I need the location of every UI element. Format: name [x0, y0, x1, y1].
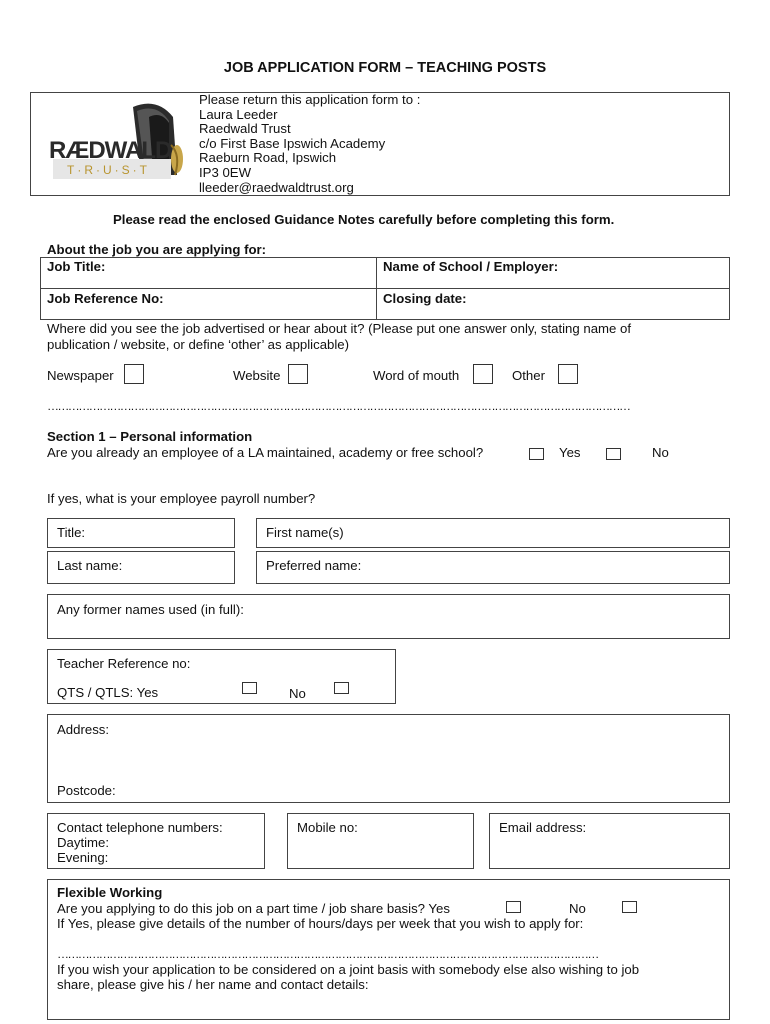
address-email: lleeder@raedwaldtrust.org — [199, 179, 354, 195]
employee-question: Are you already an employee of a LA maintained, academy or free school? — [47, 445, 484, 460]
first-name-label: First name(s) — [266, 525, 344, 540]
contact-numbers-text — [57, 820, 223, 865]
hours-dots: ………………………………………………………………………………………………………………………………………… — [57, 947, 598, 961]
last-name-label: Last name: — [57, 558, 123, 573]
advert-other-dots: …………………………………………………………………………………………………………………………………………………… — [47, 399, 630, 413]
advert-question: Where did you see the job advertised or hear about it? (Please put one answer only, stating name of — [47, 321, 632, 336]
raedwald-logo — [45, 97, 205, 193]
address-line: c/o First Base Ipswich Academy — [199, 135, 386, 151]
logo-sub: T·R·U·S·T — [67, 163, 150, 177]
former-names-field[interactable] — [47, 594, 730, 639]
evening-label: Evening: — [57, 850, 109, 865]
address-line: Raeburn Road, Ipswich — [199, 150, 337, 166]
qts-no-checkbox[interactable] — [334, 682, 349, 694]
return-address — [199, 93, 420, 195]
address-line: Raedwald Trust — [199, 121, 291, 137]
former-names-label: Any former names used (in full): — [57, 602, 244, 617]
qts-label: QTS / QTLS: Yes — [57, 685, 159, 700]
part-time-no-checkbox[interactable] — [622, 901, 637, 913]
title-field[interactable] — [47, 518, 235, 548]
website-checkbox[interactable] — [288, 364, 308, 384]
advert-question-2: publication / website, or define ‘other’ as applicable) — [47, 337, 350, 352]
qts-no-label: No — [289, 686, 306, 701]
option-website-label: Website — [233, 368, 281, 383]
title-label: Title: — [57, 525, 86, 540]
contact-numbers-field[interactable] — [47, 813, 265, 869]
employee-no-checkbox[interactable] — [606, 448, 621, 460]
newspaper-checkbox[interactable] — [124, 364, 144, 384]
option-word-of-mouth-label: Word of mouth — [373, 368, 460, 383]
postcode-label: Postcode: — [57, 783, 116, 798]
school-field[interactable] — [376, 257, 730, 289]
section1-heading: Section 1 – Personal information — [47, 429, 253, 444]
form-title: JOB APPLICATION FORM – TEACHING POSTS — [223, 60, 547, 76]
mobile-field[interactable] — [287, 813, 474, 869]
payroll-question: If yes, what is your employee payroll number? — [47, 491, 316, 506]
part-time-no-label: No — [569, 901, 586, 916]
daytime-label: Daytime: — [57, 835, 110, 850]
mobile-label: Mobile no: — [297, 820, 358, 835]
job-title-label: Job Title: — [47, 259, 106, 274]
preferred-name-field[interactable] — [256, 551, 730, 584]
address-label: Address: — [57, 722, 110, 737]
header-box — [30, 92, 730, 196]
employee-yes-label: Yes — [559, 445, 581, 460]
job-heading: About the job you are applying for: — [47, 242, 267, 257]
flexible-working-heading: Flexible Working — [57, 885, 163, 900]
qts-yes-checkbox[interactable] — [242, 682, 257, 694]
email-label: Email address: — [499, 820, 587, 835]
closing-date-field[interactable] — [376, 288, 730, 320]
school-label: Name of School / Employer: — [383, 259, 559, 274]
hours-question: If Yes, please give details of the number of hours/days per week that you wish to apply for: — [57, 916, 584, 931]
employee-no-label: No — [652, 445, 669, 460]
guidance-note: Please read the enclosed Guidance Notes carefully before completing this form. — [113, 212, 615, 227]
job-reference-label: Job Reference No: — [47, 291, 164, 306]
joint-basis-question: If you wish your application to be considered on a joint basis with somebody else also wishing to job — [57, 962, 640, 977]
option-other-label: Other — [512, 368, 545, 383]
first-name-field[interactable] — [256, 518, 730, 548]
job-title-field[interactable] — [40, 257, 377, 289]
flexible-working-box[interactable] — [47, 879, 730, 1020]
contact-label: Contact telephone numbers: — [57, 820, 223, 835]
job-reference-field[interactable] — [40, 288, 377, 320]
preferred-name-label: Preferred name: — [266, 558, 362, 573]
joint-basis-question-2: share, please give his / her name and contact details: — [57, 977, 369, 992]
closing-date-label: Closing date: — [383, 291, 467, 306]
employee-yes-checkbox[interactable] — [529, 448, 544, 460]
address-line: Please return this application form to : — [199, 92, 421, 107]
part-time-question: Are you applying to do this job on a part time / job share basis? Yes — [57, 901, 450, 916]
other-checkbox[interactable] — [558, 364, 578, 384]
address-line: IP3 0EW — [199, 164, 252, 180]
word-of-mouth-checkbox[interactable] — [473, 364, 493, 384]
option-newspaper-label: Newspaper — [47, 368, 114, 383]
address-line: Laura Leeder — [199, 106, 278, 122]
part-time-yes-checkbox[interactable] — [506, 901, 521, 913]
last-name-field[interactable] — [47, 551, 235, 584]
teacher-reference-box[interactable] — [47, 649, 396, 704]
address-field[interactable] — [47, 714, 730, 803]
email-field[interactable] — [489, 813, 730, 869]
logo-name: RÆDWALD — [49, 137, 172, 164]
teacher-reference-label: Teacher Reference no: — [57, 656, 191, 671]
